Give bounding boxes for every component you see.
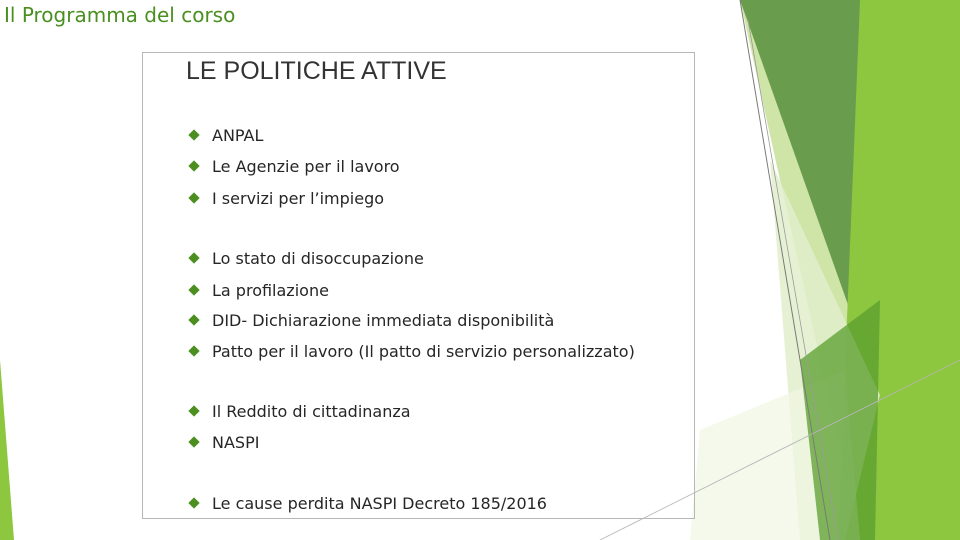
slide-title: Il Programma del corso <box>4 3 236 27</box>
diamond-bullet-icon <box>188 252 199 263</box>
diamond-bullet-icon <box>188 129 199 140</box>
diamond-bullet-icon <box>188 436 199 447</box>
bullet-text: ANPAL <box>212 125 264 145</box>
bullet-text: La profilazione <box>212 280 329 300</box>
bullet-text: I servizi per l’impiego <box>212 188 385 208</box>
bullet-item <box>187 124 263 146</box>
bullet-item <box>187 340 635 362</box>
section-heading: LE POLITICHE ATTIVE <box>186 57 447 85</box>
bullet-item <box>187 492 547 514</box>
bullet-item <box>187 431 259 453</box>
diamond-bullet-icon <box>188 345 199 356</box>
bullet-text: Lo stato di disoccupazione <box>212 248 424 268</box>
diamond-bullet-icon <box>188 497 199 508</box>
diamond-bullet-icon <box>188 284 199 295</box>
content-box <box>142 52 695 519</box>
bullet-item <box>187 155 400 177</box>
diamond-bullet-icon <box>188 314 199 325</box>
bullet-item <box>187 400 411 422</box>
left-corner-sliver <box>0 360 14 540</box>
bullet-text: NASPI <box>212 432 260 452</box>
bullet-text: DID- Dichiarazione immediata disponibilità <box>212 310 555 330</box>
bullet-item <box>187 309 554 331</box>
bullet-item <box>187 247 424 269</box>
bullet-text: Le Agenzie per il lavoro <box>212 156 400 176</box>
bullet-text: Le cause perdita NASPI Decreto 185/2016 <box>212 493 547 513</box>
diamond-bullet-icon <box>188 192 199 203</box>
bullet-text: Il Reddito di cittadinanza <box>212 401 411 421</box>
bullet-text: Patto per il lavoro (Il patto di servizio personalizzato) <box>212 341 635 361</box>
bullet-item <box>187 187 384 209</box>
diamond-bullet-icon <box>188 160 199 171</box>
diamond-bullet-icon <box>188 405 199 416</box>
bullet-item <box>187 279 329 301</box>
